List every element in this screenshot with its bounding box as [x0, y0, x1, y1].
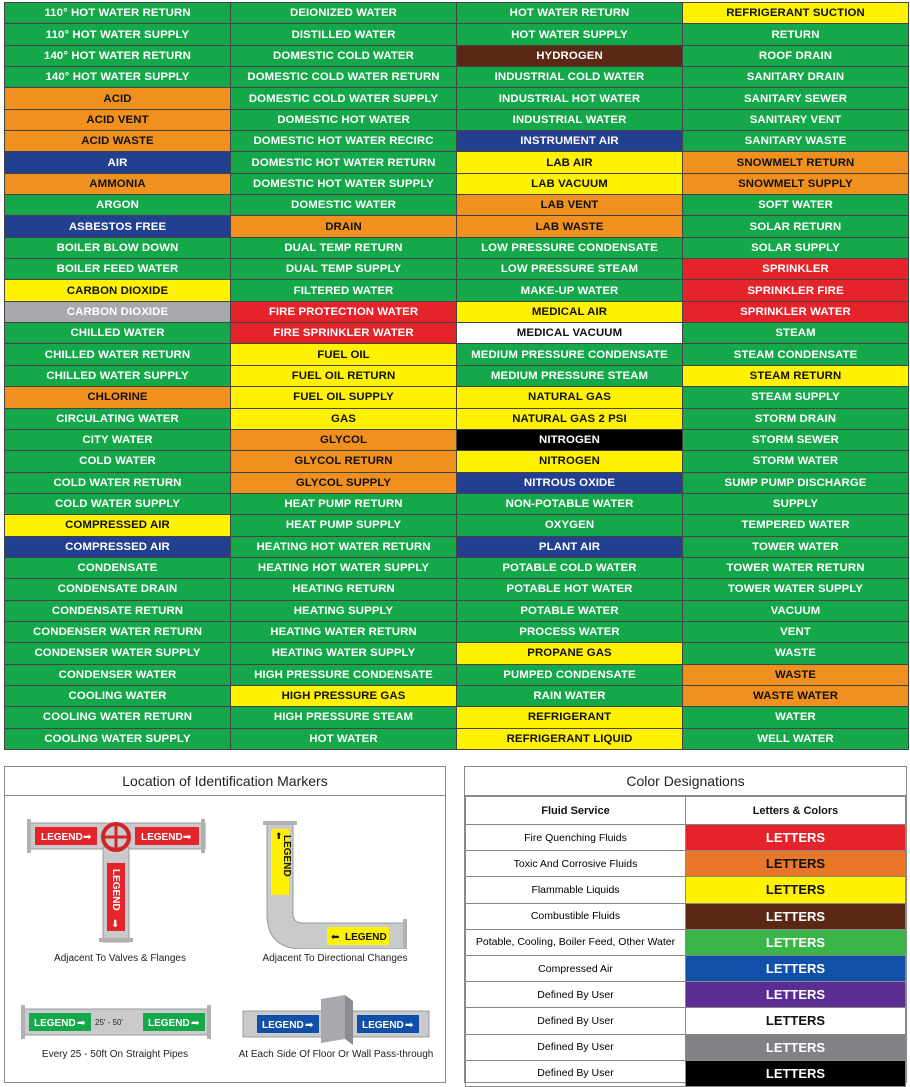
pipe-marker-cell: CARBON DIOXIDE	[5, 302, 230, 322]
caption-directional: Adjacent To Directional Changes	[262, 953, 408, 964]
designation-row	[466, 903, 906, 929]
pipe-marker-cell: PROPANE GAS	[457, 643, 682, 663]
pipe-marker-cell: TOWER WATER RETURN	[683, 558, 908, 578]
pipe-marker-cell: HEATING HOT WATER SUPPLY	[231, 558, 456, 578]
pipe-marker-cell: FIRE SPRINKLER WATER	[231, 323, 456, 343]
pipe-marker-cell: CONDENSER WATER SUPPLY	[5, 643, 230, 663]
pipe-marker-cell: BOILER BLOW DOWN	[5, 238, 230, 258]
pipe-marker-cell: FUEL OIL	[231, 344, 456, 364]
pipe-marker-cell: DOMESTIC HOT WATER RETURN	[231, 152, 456, 172]
fluid-service: Combustible Fluids	[466, 903, 686, 929]
pipe-marker-cell: LOW PRESSURE STEAM	[457, 259, 682, 279]
designation-row	[466, 982, 906, 1008]
pipe-marker-cell: DOMESTIC HOT WATER SUPPLY	[231, 174, 456, 194]
legend-text: LEGEND	[110, 869, 121, 911]
fluid-service: Potable, Cooling, Boiler Feed, Other Water	[466, 929, 686, 955]
pipe-marker-cell: DISTILLED WATER	[231, 24, 456, 44]
fluid-service: Defined By User	[466, 982, 686, 1008]
pipe-marker-cell: AMMONIA	[5, 174, 230, 194]
color-swatch: LETTERS	[686, 929, 906, 955]
pipe-marker-cell: ASBESTOS FREE	[5, 216, 230, 236]
fluid-service: Toxic And Corrosive Fluids	[466, 851, 686, 877]
pipe-marker-cell: REFRIGERANT	[457, 707, 682, 727]
pipe-marker-cell: SANITARY DRAIN	[683, 67, 908, 87]
pipe-marker-cell: DUAL TEMP RETURN	[231, 238, 456, 258]
color-swatch: LETTERS	[686, 825, 906, 851]
header-fluid: Fluid Service	[466, 797, 686, 825]
svg-text:⬅: ⬅	[331, 932, 340, 943]
pipe-marker-cell: MEDICAL VACUUM	[457, 323, 682, 343]
fluid-service: Defined By User	[466, 1060, 686, 1086]
pipe-marker-cell: FUEL OIL SUPPLY	[231, 387, 456, 407]
straight-pipe-diagram	[21, 1005, 213, 1041]
pipe-marker-cell: NON-POTABLE WATER	[457, 494, 682, 514]
designation-row	[466, 1008, 906, 1034]
svg-text:⬆: ⬆	[275, 831, 283, 841]
pipe-marker-cell: HEATING RETURN	[231, 579, 456, 599]
pipe-marker-cell: BOILER FEED WATER	[5, 259, 230, 279]
legend-text: LEGEND	[262, 1020, 304, 1031]
pipe-marker-cell: STORM SEWER	[683, 430, 908, 450]
pipe-marker-cell: CONDENSER WATER	[5, 665, 230, 685]
pipe-marker-cell: GLYCOL RETURN	[231, 451, 456, 471]
pipe-marker-cell: MEDIUM PRESSURE STEAM	[457, 366, 682, 386]
legend-text: LEGEND	[141, 832, 183, 843]
pipe-marker-cell: MEDIUM PRESSURE CONDENSATE	[457, 344, 682, 364]
designations-table	[465, 796, 906, 1087]
pipe-marker-cell: SOLAR SUPPLY	[683, 238, 908, 258]
pipe-marker-cell: INDUSTRIAL COLD WATER	[457, 67, 682, 87]
pipe-marker-cell: NITROGEN	[457, 451, 682, 471]
pipe-marker-cell: HEAT PUMP SUPPLY	[231, 515, 456, 535]
pipe-marker-cell: NITROUS OXIDE	[457, 473, 682, 493]
pipe-marker-cell: DEIONIZED WATER	[231, 3, 456, 23]
pipe-marker-cell: CARBON DIOXIDE	[5, 280, 230, 300]
pipe-marker-cell: CHILLED WATER RETURN	[5, 344, 230, 364]
pipe-marker-cell: CONDENSATE RETURN	[5, 601, 230, 621]
pipe-marker-cell: CONDENSER WATER RETURN	[5, 622, 230, 642]
pipe-marker-cell: CIRCULATING WATER	[5, 409, 230, 429]
pipe-marker-cell: SANITARY SEWER	[683, 88, 908, 108]
pipe-marker-cell: WASTE	[683, 643, 908, 663]
pipe-marker-cell: WATER	[683, 707, 908, 727]
pipe-marker-cell: ACID WASTE	[5, 131, 230, 151]
color-designations-panel	[464, 766, 907, 1083]
pipe-marker-cell: DOMESTIC HOT WATER RECIRC	[231, 131, 456, 151]
pipe-marker-cell: 110° HOT WATER RETURN	[5, 3, 230, 23]
pipe-marker-cell: SOLAR RETURN	[683, 216, 908, 236]
pipe-marker-cell: HIGH PRESSURE GAS	[231, 686, 456, 706]
pipe-marker-cell: NITROGEN	[457, 430, 682, 450]
fluid-service: Flammable Liquids	[466, 877, 686, 903]
pipe-marker-cell: NATURAL GAS	[457, 387, 682, 407]
svg-text:➡: ➡	[83, 832, 92, 843]
pipe-marker-cell: REFRIGERANT SUCTION	[683, 3, 908, 23]
pipe-marker-cell: COLD WATER SUPPLY	[5, 494, 230, 514]
pipe-marker-cell: DOMESTIC COLD WATER	[231, 46, 456, 66]
pipe-marker-cell: LAB AIR	[457, 152, 682, 172]
pipe-marker-cell: PLANT AIR	[457, 537, 682, 557]
designation-row	[466, 851, 906, 877]
pipe-marker-cell: HYDROGEN	[457, 46, 682, 66]
pipe-marker-cell: VACUUM	[683, 601, 908, 621]
valve-tee-diagram	[27, 817, 227, 947]
pipe-marker-cell: SOFT WATER	[683, 195, 908, 215]
color-swatch: LETTERS	[686, 851, 906, 877]
pipe-marker-cell: COOLING WATER SUPPLY	[5, 729, 230, 749]
pipe-marker-cell: LAB VENT	[457, 195, 682, 215]
pipe-marker-cell: COOLING WATER	[5, 686, 230, 706]
pipe-marker-cell: OXYGEN	[457, 515, 682, 535]
pipe-marker-cell: SNOWMELT SUPPLY	[683, 174, 908, 194]
pipe-marker-cell: VENT	[683, 622, 908, 642]
legend-text: LEGEND	[345, 932, 387, 943]
legend-text: LEGEND	[148, 1018, 190, 1029]
pipe-marker-cell: SUPPLY	[683, 494, 908, 514]
color-swatch: LETTERS	[686, 903, 906, 929]
svg-text:➡: ➡	[405, 1020, 414, 1031]
pipe-marker-cell: SANITARY VENT	[683, 110, 908, 130]
pipe-marker-cell: SPRINKLER WATER	[683, 302, 908, 322]
svg-text:➡: ➡	[183, 832, 192, 843]
location-panel	[4, 766, 446, 1083]
color-swatch: LETTERS	[686, 982, 906, 1008]
pipe-marker-grid	[4, 2, 909, 750]
pipe-marker-cell: STEAM RETURN	[683, 366, 908, 386]
pipe-marker-cell: POTABLE WATER	[457, 601, 682, 621]
pipe-marker-cell: COLD WATER	[5, 451, 230, 471]
pipe-marker-cell: ROOF DRAIN	[683, 46, 908, 66]
pipe-marker-cell: RAIN WATER	[457, 686, 682, 706]
pipe-marker-cell: DRAIN	[231, 216, 456, 236]
legend-text: LEGEND	[362, 1020, 404, 1031]
pipe-marker-cell: HIGH PRESSURE CONDENSATE	[231, 665, 456, 685]
pipe-marker-cell: LAB WASTE	[457, 216, 682, 236]
pass-through-diagram	[241, 995, 431, 1047]
svg-text:➡: ➡	[305, 1020, 314, 1031]
spacing-label: 25' - 50'	[95, 1018, 123, 1027]
pipe-marker-cell: FIRE PROTECTION WATER	[231, 302, 456, 322]
designation-row	[466, 825, 906, 851]
pipe-marker-cell: WASTE	[683, 665, 908, 685]
pipe-marker-cell: CHILLED WATER	[5, 323, 230, 343]
pipe-marker-cell: SNOWMELT RETURN	[683, 152, 908, 172]
pipe-marker-cell: PUMPED CONDENSATE	[457, 665, 682, 685]
pipe-marker-cell: MEDICAL AIR	[457, 302, 682, 322]
caption-valves: Adjacent To Valves & Flanges	[54, 953, 186, 964]
pipe-marker-cell: AIR	[5, 152, 230, 172]
fluid-service: Defined By User	[466, 1008, 686, 1034]
pipe-marker-cell: COOLING WATER RETURN	[5, 707, 230, 727]
pipe-marker-cell: 110° HOT WATER SUPPLY	[5, 24, 230, 44]
pipe-marker-cell: INSTRUMENT AIR	[457, 131, 682, 151]
pipe-marker-cell: GLYCOL	[231, 430, 456, 450]
pipe-marker-cell: COMPRESSED AIR	[5, 515, 230, 535]
pipe-marker-cell: FILTERED WATER	[231, 280, 456, 300]
pipe-marker-cell: POTABLE COLD WATER	[457, 558, 682, 578]
svg-text:➡: ➡	[191, 1018, 200, 1029]
legend-text: LEGEND	[34, 1018, 76, 1029]
pipe-marker-cell: WASTE WATER	[683, 686, 908, 706]
svg-text:➡: ➡	[77, 1018, 86, 1029]
pipe-marker-cell: STEAM	[683, 323, 908, 343]
pipe-marker-cell: STEAM CONDENSATE	[683, 344, 908, 364]
fluid-service: Compressed Air	[466, 955, 686, 981]
pipe-marker-cell: DOMESTIC HOT WATER	[231, 110, 456, 130]
designation-row	[466, 955, 906, 981]
header-colors: Letters & Colors	[686, 797, 906, 825]
pipe-marker-cell: MAKE-UP WATER	[457, 280, 682, 300]
legend-text: LEGEND	[281, 835, 292, 877]
caption-floor: At Each Side Of Floor Or Wall Pass-through	[238, 1049, 434, 1060]
pipe-marker-cell: SPRINKLER	[683, 259, 908, 279]
designation-row	[466, 877, 906, 903]
pipe-marker-cell: ACID	[5, 88, 230, 108]
pipe-marker-cell: 140° HOT WATER SUPPLY	[5, 67, 230, 87]
designation-row	[466, 1034, 906, 1060]
pipe-marker-cell: COLD WATER RETURN	[5, 473, 230, 493]
pipe-marker-cell: TOWER WATER SUPPLY	[683, 579, 908, 599]
pipe-marker-cell: ARGON	[5, 195, 230, 215]
pipe-marker-cell: HIGH PRESSURE STEAM	[231, 707, 456, 727]
fluid-service: Defined By User	[466, 1034, 686, 1060]
pipe-marker-cell: HOT WATER SUPPLY	[457, 24, 682, 44]
fluid-service: Fire Quenching Fluids	[466, 825, 686, 851]
pipe-marker-cell: LOW PRESSURE CONDENSATE	[457, 238, 682, 258]
legend-text: LEGEND	[41, 832, 83, 843]
pipe-marker-cell: 140° HOT WATER RETURN	[5, 46, 230, 66]
pipe-marker-cell: STORM WATER	[683, 451, 908, 471]
pipe-marker-cell: LAB VACUUM	[457, 174, 682, 194]
pipe-marker-cell: DOMESTIC WATER	[231, 195, 456, 215]
pipe-marker-cell: DOMESTIC COLD WATER SUPPLY	[231, 88, 456, 108]
designations-title: Color Designations	[465, 767, 906, 796]
pipe-marker-cell: HEATING HOT WATER RETURN	[231, 537, 456, 557]
pipe-marker-cell: RETURN	[683, 24, 908, 44]
caption-straight: Every 25 - 50ft On Straight Pipes	[41, 1049, 189, 1060]
location-title: Location of Identification Markers	[5, 767, 445, 796]
pipe-marker-cell: NATURAL GAS 2 PSI	[457, 409, 682, 429]
color-swatch: LETTERS	[686, 1060, 906, 1086]
pipe-marker-cell: HEAT PUMP RETURN	[231, 494, 456, 514]
elbow-diagram	[257, 819, 417, 949]
pipe-marker-cell: CHILLED WATER SUPPLY	[5, 366, 230, 386]
pipe-marker-cell: CONDENSATE	[5, 558, 230, 578]
designation-row	[466, 1060, 906, 1086]
pipe-marker-cell: TOWER WATER	[683, 537, 908, 557]
color-swatch: LETTERS	[686, 955, 906, 981]
pipe-marker-cell: SANITARY WASTE	[683, 131, 908, 151]
pipe-marker-cell: CONDENSATE DRAIN	[5, 579, 230, 599]
pipe-marker-cell: REFRIGERANT LIQUID	[457, 729, 682, 749]
color-swatch: LETTERS	[686, 1008, 906, 1034]
pipe-marker-cell: HEATING SUPPLY	[231, 601, 456, 621]
pipe-marker-cell: SUMP PUMP DISCHARGE	[683, 473, 908, 493]
pipe-marker-cell: HEATING WATER SUPPLY	[231, 643, 456, 663]
pipe-marker-cell: COMPRESSED AIR	[5, 537, 230, 557]
pipe-marker-cell: STORM DRAIN	[683, 409, 908, 429]
designation-row	[466, 929, 906, 955]
pipe-marker-cell: INDUSTRIAL HOT WATER	[457, 88, 682, 108]
pipe-marker-cell: TEMPERED WATER	[683, 515, 908, 535]
pipe-marker-cell: ACID VENT	[5, 110, 230, 130]
pipe-marker-cell: FUEL OIL RETURN	[231, 366, 456, 386]
pipe-marker-cell: HEATING WATER RETURN	[231, 622, 456, 642]
pipe-marker-cell: SPRINKLER FIRE	[683, 280, 908, 300]
svg-text:⬇: ⬇	[111, 919, 120, 930]
color-swatch: LETTERS	[686, 877, 906, 903]
pipe-marker-cell: DOMESTIC COLD WATER RETURN	[231, 67, 456, 87]
pipe-marker-cell: PROCESS WATER	[457, 622, 682, 642]
pipe-marker-cell: HOT WATER RETURN	[457, 3, 682, 23]
pipe-marker-cell: STEAM SUPPLY	[683, 387, 908, 407]
pipe-marker-cell: GLYCOL SUPPLY	[231, 473, 456, 493]
pipe-marker-cell: HOT WATER	[231, 729, 456, 749]
pipe-marker-cell: CHLORINE	[5, 387, 230, 407]
pipe-marker-cell: CITY WATER	[5, 430, 230, 450]
pipe-marker-cell: INDUSTRIAL WATER	[457, 110, 682, 130]
pipe-marker-cell: WELL WATER	[683, 729, 908, 749]
pipe-marker-cell: DUAL TEMP SUPPLY	[231, 259, 456, 279]
pipe-marker-cell: GAS	[231, 409, 456, 429]
color-swatch: LETTERS	[686, 1034, 906, 1060]
pipe-marker-cell: POTABLE HOT WATER	[457, 579, 682, 599]
